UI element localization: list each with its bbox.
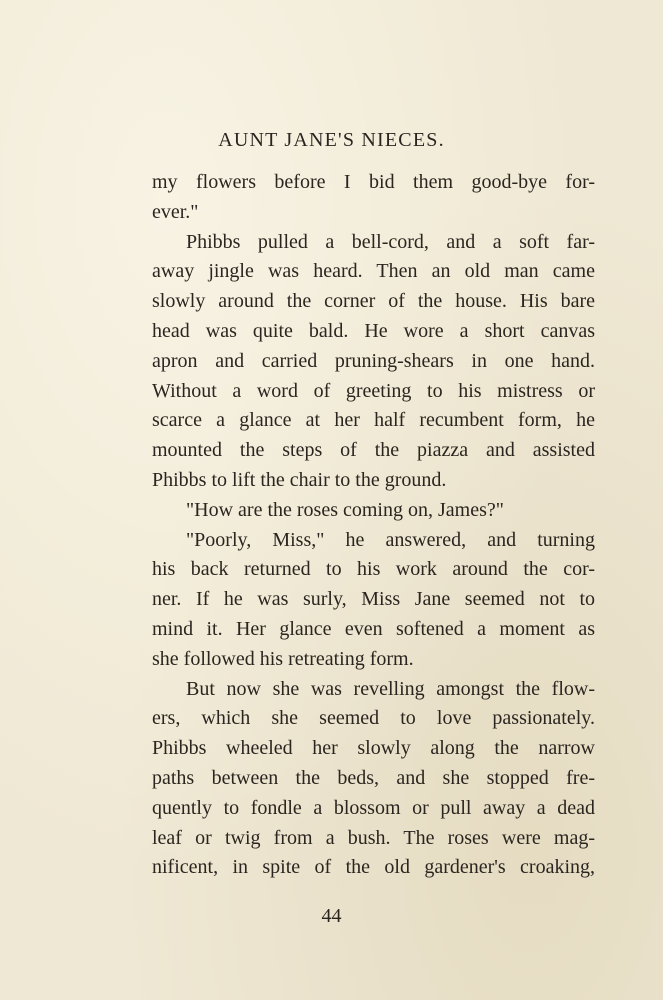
text-line: ers, which she seemed to love passionately. — [152, 707, 595, 730]
text-line: scarce a glance at her half recumbent form, he — [152, 409, 595, 432]
text-line: quently to fondle a blossom or pull away a dead — [152, 796, 595, 819]
text-line: my flowers before I bid them good-bye for- — [152, 171, 595, 193]
text-line: paths between the beds, and she stopped fre- — [152, 766, 595, 789]
text-line: Without a word of greeting to his mistress or — [152, 379, 595, 402]
text-line: ever." — [152, 200, 199, 223]
page-number: 44 — [321, 905, 342, 927]
text-line: Phibbs wheeled her slowly along the narrow — [152, 737, 595, 760]
text-line: she followed his retreating form. — [152, 647, 414, 670]
text-line: ner. If he was surly, Miss Jane seemed not to — [152, 588, 595, 611]
text-line: his back returned to his work around the cor- — [152, 558, 595, 581]
text-line: Phibbs pulled a bell-cord, and a soft far- — [186, 230, 595, 253]
text-line: slowly around the corner of the house. His bare — [152, 290, 595, 313]
body-text — [152, 168, 595, 883]
text-line: "How are the roses coming on, James?" — [186, 498, 504, 521]
text-line: mounted the steps of the piazza and assisted — [152, 439, 595, 462]
running-head: AUNT JANE'S NIECES. — [218, 129, 445, 151]
text-line: But now she was revelling amongst the flow- — [186, 677, 595, 700]
text-line: away jingle was heard. Then an old man came — [152, 260, 595, 283]
text-line: nificent, in spite of the old gardener's croaking, — [152, 856, 595, 879]
text-line: apron and carried pruning-shears in one hand. — [152, 349, 595, 372]
text-line: leaf or twig from a bush. The roses were mag- — [152, 826, 595, 849]
text-line: mind it. Her glance even softened a moment as — [152, 617, 595, 640]
text-line: "Poorly, Miss," he answered, and turning — [186, 528, 595, 551]
text-line: Phibbs to lift the chair to the ground. — [152, 468, 447, 491]
text-line: head was quite bald. He wore a short canvas — [152, 319, 595, 342]
